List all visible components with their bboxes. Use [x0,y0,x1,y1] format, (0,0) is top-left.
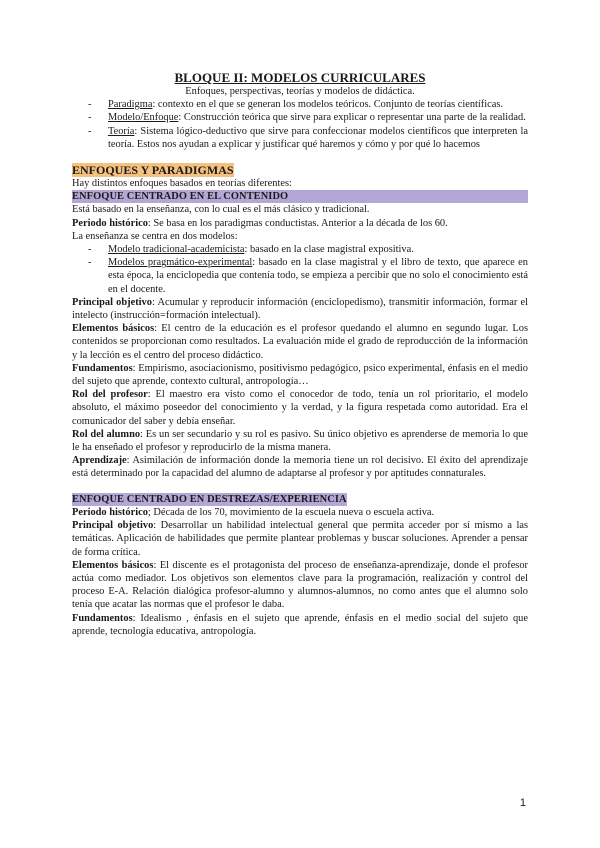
paragraph-label: Fundamentos [72,612,133,624]
paragraph-text: : Asimilación de información donde la memoria tiene un rol decisivo. El éxito del aprendizaje está determinado por la capacidad del alumno de adaptarse al profesor y por aptitudes connaturales. [72,455,528,480]
paragraph [72,362,528,388]
definitions-list [72,98,528,151]
section-heading: ENFOQUES Y PARADIGMAS [72,163,234,178]
paragraph [72,612,528,638]
enfoque-contenido-intro: Está basado en la enseñanza, con lo cual es el más clásico y tradicional. [72,204,370,216]
paragraph [72,506,528,519]
paragraph [72,296,528,322]
paragraph [72,322,528,362]
paragraph-text: : Acumular y reproducir información (enciclopedismo), transmitir información, formar el intelecto (instrucción=formación intelectual). [72,296,528,322]
paragraph-label: Elementos básicos [72,323,155,335]
paragraph-text: : El discente es el protagonista del proceso de enseñanza-aprendizaje, donde el profesor actúa como mediador. Los objetivos son elementos clave para la programación, realización y control del proceso E-A. Relación dialógica profesor-alumno y alumnos-alumnos, no como antes que el alumno solo tenía que acatar las normas que el profesor le daba. [72,559,529,611]
paragraph [72,388,528,428]
section-intro: Hay distintos enfoques basados en teorías diferentes: [72,178,292,190]
enfoque-destrezas-heading-row [72,493,528,506]
paragraph [72,454,528,480]
model-text: : basado en la clase magistral expositiva. [244,244,414,256]
model-item [108,256,528,296]
paragraph-label: Periodo histórico [72,217,148,229]
definition-text: : Construcción teórica que sirve para explicar o representar una parte de la realidad. [178,112,526,124]
paragraph-text: : El maestro era visto como el conocedor de todo, tenía un rol prioritario, el modelo absoluto, el máximo poseedor del conocimiento y la verdad, y la figura respetada como autoridad. Era el comunicador del saber y debía enseñar. [72,389,528,427]
definition-text: : contexto en el que se generan los modelos teóricos. Conjunto de teorías científicas. [152,99,504,111]
paragraph-text: ; Década de los 70, movimiento de la escuela nueva o escuela activa. [147,506,435,518]
definition-item [108,111,528,124]
paragraph-label: Rol del alumno [72,428,141,440]
paragraph-text: : Se basa en los paradigmas conductistas. Anterior a la década de los 60. [147,217,448,229]
model-term: Modelo tradicional-academicista [108,244,245,256]
paragraph-text: : Es un ser secundario y su rol es pasivo. Su único objetivo es aprenderse de memoria lo que le ha enseñado el profesor y reproducirlo de la misma manera. [72,428,528,454]
definition-item [108,98,528,111]
paragraph [72,428,528,454]
document-page [72,70,528,638]
paragraph [72,519,528,559]
page-number: 1 [519,797,526,809]
paragraph-label: Fundamentos [72,362,133,374]
models-intro: La enseñanza se centra en dos modelos: [72,230,238,242]
paragraph-text: : Desarrollar un habilidad intelectual general que permita acceder por sí mismo a las temáticas. Aplicación de habilidades que permite plantear problemas y buscar soluciones. Aprender a pensar de forma crítica. [72,520,529,558]
paragraph-label: Periodo histórico [72,506,148,518]
document-title: BLOQUE II: MODELOS CURRICULARES [174,70,426,85]
paragraph-label: Principal objetivo [72,520,154,532]
definition-term: Paradigma [108,99,153,111]
paragraph-label: Elementos básicos [72,559,154,571]
paragraph-label: Rol del profesor [72,389,148,401]
definition-text: : Sistema lógico-deductivo que sirve para confeccionar modelos científicos que interpreten la teoría. Estos nos ayudan a explicar y justificar qué haremos y cómo y por qué lo hacemos [108,125,528,150]
model-text: : basado en la clase magistral y el libro de texto, que aparece en esta época, la enciclopedia que contenía todo, se empieza a percibir que no solo el conocimiento está en el docente. [108,257,528,295]
enfoque-contenido-heading: ENFOQUE CENTRADO EN EL CONTENIDO [72,190,528,203]
paragraph [72,559,528,612]
model-item [108,243,528,256]
definition-term: Teoría [108,125,135,137]
paragraph [72,217,528,230]
paragraph-text: : El centro de la educación es el profesor quedando el alumno en segundo lugar. Los contenidos se proporcionan como resultados. La evaluación mide el grado de reproducción de la información y la lección es el centro del proceso didáctico. [72,323,528,361]
definition-item [108,125,528,151]
enfoque-destrezas-heading: ENFOQUE CENTRADO EN DESTREZAS/EXPERIENCIA [72,493,347,505]
model-term: Modelos pragmático-experimental [108,257,253,269]
paragraph-label: Aprendizaje [72,455,127,467]
definition-term: Modelo/Enfoque [108,112,179,124]
spacer [72,481,528,493]
paragraph-text: : Idealismo , énfasis en el sujeto que aprende, énfasis en el medio social del sujeto que aprende, tecnología educativa, antropología. [72,612,528,637]
document-subtitle: Enfoques, perspectivas, teorías y modelos de didáctica. [185,86,415,97]
paragraph-text: : Empirismo, asociacionismo, positivismo pedagógico, psico experimental, énfasis en el medio del sujeto que aprende, contexto cultural, antropología… [72,362,528,388]
paragraph-label: Principal objetivo [72,296,152,308]
models-list [72,243,528,296]
